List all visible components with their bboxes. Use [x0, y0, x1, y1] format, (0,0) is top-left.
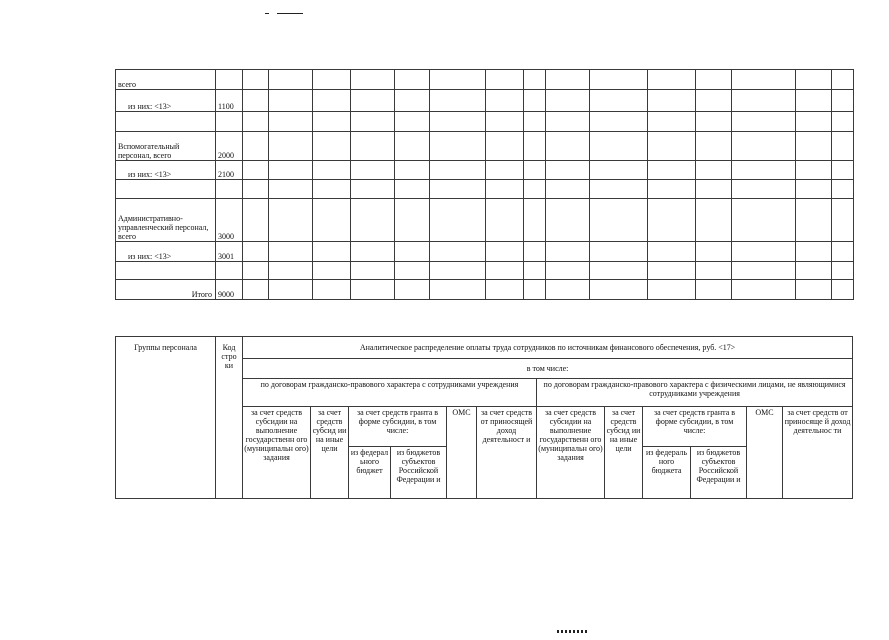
income-header-b: за счет средств от приносяще й доход деятельнос ти: [783, 407, 853, 499]
civil-staff-header: по договорам гражданско-правового характера с сотрудниками учреждения: [243, 379, 537, 407]
upper-table: [115, 69, 854, 300]
table-row: [116, 262, 854, 280]
row-label: из них: <13>: [116, 161, 216, 180]
row-label: всего: [116, 70, 216, 90]
row-code: [216, 180, 243, 199]
oms-header-b: ОМС: [747, 407, 783, 499]
table-row: [116, 112, 854, 132]
row-code: 1100: [216, 90, 243, 112]
row-code: 9000: [216, 280, 243, 300]
row-label: [116, 180, 216, 199]
row-label: Вспомогательный персонал, всего: [116, 132, 216, 161]
row-code: [216, 112, 243, 132]
row-label: [116, 112, 216, 132]
row-code: [216, 70, 243, 90]
row-label: из них: <13>: [116, 90, 216, 112]
oms-header: ОМС: [447, 407, 477, 499]
row-code: 3001: [216, 242, 243, 262]
other-purposes-header: за счет средств субсид ии на иные цели: [311, 407, 349, 499]
row-code: 2100: [216, 161, 243, 180]
scan-mark-top: [265, 13, 269, 14]
row-code: 3000: [216, 199, 243, 242]
table-row: [116, 199, 854, 242]
col-code-header: Код стро ки: [216, 337, 243, 499]
row-code: 2000: [216, 132, 243, 161]
table-row: [116, 280, 854, 300]
table-row: [116, 70, 854, 90]
income-header: за счет средств от приносящей доход деятельност и: [477, 407, 537, 499]
row-label: из них: <13>: [116, 242, 216, 262]
other-purposes-header-b: за счет средств субсид ии на иные цели: [605, 407, 643, 499]
grant-header: за счет средств гранта в форме субсидии, в том числе:: [349, 407, 447, 447]
row-code: [216, 262, 243, 280]
table-row: [116, 161, 854, 180]
table-row: [116, 132, 854, 161]
table-row: [116, 242, 854, 262]
state-task-header-b: за счет средств субсидии на выполнение государственн ого (муниципальн ого) задания: [537, 407, 605, 499]
regional-header: из бюджетов субъектов Российской Федерации и: [391, 447, 447, 499]
federal-header: из федерал ьного бюджет: [349, 447, 391, 499]
lower-table: [115, 336, 853, 499]
table-row: [116, 180, 854, 199]
main-header: Аналитическое распределение оплаты труда сотрудников по источникам финансового обеспечения, руб. <17>: [243, 337, 853, 359]
col-groups-header: Группы персонала: [116, 337, 216, 499]
regional-header-b: из бюджетов субъектов Российской Федерации и: [691, 447, 747, 499]
row-label: Административно-управленческий персонал, всего: [116, 199, 216, 242]
scan-mark-bottom: [557, 630, 587, 633]
grant-header-b: за счет средств гранта в форме субсидии, в том числе:: [643, 407, 747, 447]
scan-mark-top-2: [277, 13, 303, 14]
state-task-header: за счет средств субсидии на выполнение государственн ого (муниципальн ого) задания: [243, 407, 311, 499]
table-row: [116, 90, 854, 112]
federal-header-b: из федераль ного бюджета: [643, 447, 691, 499]
civil-persons-header: по договорам гражданско-правового характера с физическими лицами, не являющимися сотрудниками учреждения: [537, 379, 853, 407]
row-label: [116, 262, 216, 280]
including-header: в том числе:: [243, 359, 853, 379]
row-label: Итого: [116, 280, 216, 300]
